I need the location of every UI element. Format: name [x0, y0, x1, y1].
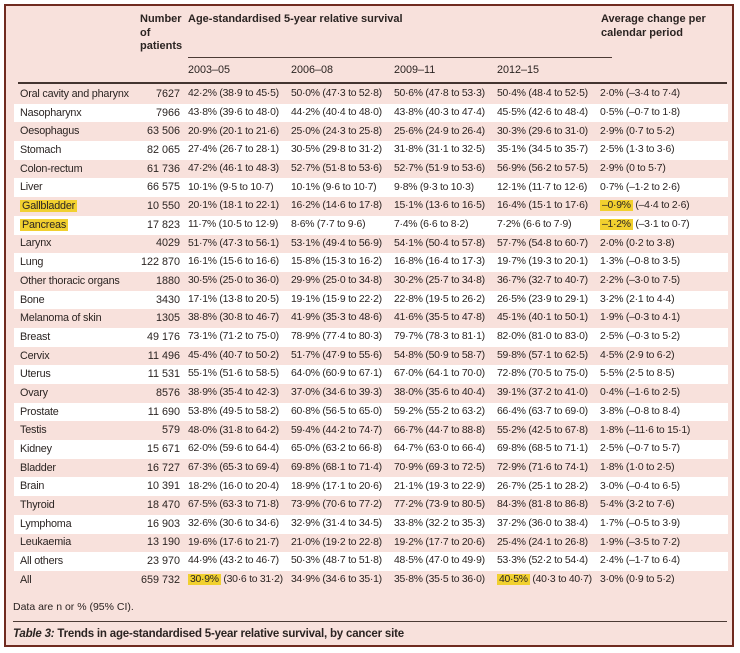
cell-survival-2006-08: 30·5% (29·8 to 31·2)	[291, 144, 382, 156]
cell-patients: 16 727	[146, 461, 180, 474]
cell-survival-2012-15: 69·8% (68·5 to 71·1)	[497, 443, 588, 455]
cell-avg-change: 1·8% (1·0 to 2·5)	[600, 461, 675, 473]
col-header-period-2003-05: 2003–05	[188, 64, 231, 76]
cell-survival-2009-11: 33·8% (32·2 to 35·3)	[394, 517, 485, 529]
cell-survival-2012-15: 55·2% (42·5 to 67·8)	[497, 424, 588, 436]
cell-patients: 15 671	[146, 443, 180, 455]
cell-survival-2012-15: 72·8% (70·5 to 75·0)	[497, 368, 588, 380]
cell-avg-change: 3·2% (2·1 to 4·4)	[600, 293, 675, 305]
cell-survival-2012-15: 26·5% (23·9 to 29·1)	[497, 293, 588, 305]
cell-survival-2006-08: 69·8% (68·1 to 71·4)	[291, 461, 382, 473]
cell-survival-2012-15: 82·0% (81·0 to 83·0)	[497, 331, 588, 343]
cell-survival-2006-08: 29·9% (25·0 to 34·8)	[291, 275, 382, 287]
col-header-period-2009-11: 2009–11	[394, 64, 436, 76]
cell-survival-2009-11: 35·8% (35·5 to 36·0)	[394, 574, 485, 586]
cell-survival-2009-11: 30·2% (25·7 to 34·8)	[394, 275, 485, 287]
cell-site: Brain	[20, 480, 45, 493]
caption-label: Table 3:	[13, 628, 55, 640]
cell-survival-2006-08: 65·0% (63·2 to 66·8)	[291, 443, 382, 455]
cell-survival-2003-05: 16·1% (15·6 to 16·6)	[188, 256, 279, 268]
cell-survival-2006-08: 21·0% (19·2 to 22·8)	[291, 536, 382, 548]
cell-avg-change: 1·7% (–0·5 to 3·9)	[600, 517, 680, 529]
table-row	[14, 440, 728, 459]
table-row	[14, 515, 728, 534]
cell-survival-2006-08: 41·9% (35·3 to 48·6)	[291, 312, 382, 324]
cell-site	[14, 216, 128, 235]
cell-patients: 7966	[155, 106, 180, 119]
cell-patients: 61 736	[146, 162, 180, 175]
cell-survival-2006-08: 15·8% (15·3 to 16·2)	[291, 256, 382, 268]
table-row	[14, 459, 728, 478]
cell-survival-2003-05: 18·2% (16·0 to 20·4)	[188, 480, 279, 492]
table-row	[14, 309, 728, 328]
cell-survival-2006-08: 53·1% (49·4 to 56·9)	[291, 237, 382, 249]
cell-survival-2012-15: 36·7% (32·7 to 40·7)	[497, 275, 588, 287]
col-header-period-2006-08: 2006–08	[291, 64, 334, 76]
col-header-period-2012-15: 2012–15	[497, 64, 540, 76]
cell-avg-change: 0·4% (–1·6 to 2·5)	[600, 387, 680, 399]
cell-survival-2009-11: 19·2% (17·7 to 20·6)	[394, 536, 485, 548]
cell-patients: 579	[161, 424, 180, 437]
cell-site: Thyroid	[20, 499, 55, 512]
cell-patients: 10 550	[146, 200, 180, 213]
cell-survival-2012-15: 50·4% (48·4 to 52·5)	[497, 88, 588, 100]
table-row	[14, 421, 728, 440]
cell-survival-2009-11: 50·6% (47·8 to 53·3)	[394, 88, 485, 100]
table-row	[14, 272, 728, 291]
cell-patients: 11 496	[147, 349, 180, 362]
cell-survival-2003-05: 45·4% (40·7 to 50·2)	[188, 349, 279, 361]
table-row	[14, 235, 728, 254]
cell-patients: 3430	[155, 293, 180, 306]
cell-survival-2006-08: 64·0% (60·9 to 67·1)	[291, 368, 382, 380]
cell-survival-2003-05: 47·2% (46·1 to 48·3)	[188, 162, 279, 174]
cell-survival-2009-11: 22·8% (19·5 to 26·2)	[394, 293, 485, 305]
cell-survival-2012-15: 56·9% (56·2 to 57·5)	[497, 162, 588, 174]
cell-patients: 1880	[155, 274, 180, 287]
cell-avg-change: 0·5% (–0·7 to 1·8)	[600, 106, 680, 118]
table-row	[14, 384, 728, 403]
table-row	[14, 477, 728, 496]
cell-avg-change: 0·7% (–1·2 to 2·6)	[600, 181, 680, 193]
table-row	[14, 365, 728, 384]
cell-survival-2006-08: 19·1% (15·9 to 22·2)	[291, 293, 382, 305]
cell-survival-2006-08: 34·9% (34·6 to 35·1)	[291, 574, 382, 586]
table-header	[6, 6, 732, 84]
cell-survival-2009-11: 52·7% (51·9 to 53·6)	[394, 162, 485, 174]
cell-avg-change: 1·8% (–11·6 to 15·1)	[600, 424, 691, 436]
cell-patients: 122 870	[140, 256, 180, 269]
cell-patients: 63 506	[146, 125, 180, 138]
cell-avg-change: 3·0% (0·9 to 5·2)	[600, 574, 675, 586]
cell-site: All others	[20, 555, 64, 568]
highlight-mark: Gallbladder	[22, 200, 76, 213]
cell-survival-2003-05: 38·8% (30·8 to 46·7)	[188, 312, 279, 324]
cell-site	[14, 197, 128, 216]
cell-survival-2012-15: 39·1% (37·2 to 41·0)	[497, 387, 588, 399]
cell-survival-2003-05: 67·5% (63·3 to 71·8)	[188, 499, 279, 511]
cell-site: Breast	[20, 330, 51, 343]
cell-avg-change: 2·0% (–3·4 to 7·4)	[600, 88, 680, 100]
cell-patients: 82 065	[146, 144, 180, 156]
cell-survival-2009-11: 41·6% (35·5 to 47·8)	[394, 312, 485, 324]
cell-survival-2006-08: 51·7% (47·9 to 55·6)	[291, 349, 382, 361]
col-header-avg-change: Average change per calendar period	[601, 13, 706, 39]
cell-survival-2003-05: 48·0% (31·8 to 64·2)	[188, 424, 279, 436]
cell-patients: 11 690	[147, 405, 180, 418]
cell-survival-2006-08: 59·4% (44·2 to 74·7)	[291, 424, 382, 436]
cell-survival-2012-15: 26·7% (25·1 to 28·2)	[497, 480, 588, 492]
cell-site: Oesophagus	[20, 125, 80, 138]
cell-patients: 4029	[155, 237, 180, 250]
cell-patients: 7627	[155, 87, 180, 100]
cell-survival-2009-11: 7·4% (6·6 to 8·2)	[394, 218, 469, 230]
cell-survival-2006-08: 16·2% (14·6 to 17·8)	[291, 200, 382, 212]
cell-survival-2012-15: 66·4% (63·7 to 69·0)	[497, 405, 588, 417]
table-row	[14, 216, 728, 235]
cell-avg-change: 5·5% (2·5 to 8·5)	[600, 368, 675, 380]
table-row	[14, 178, 728, 197]
cell-survival-2012-15: 16·4% (15·1 to 17·6)	[497, 200, 588, 212]
cell-survival-2012-15: 40·5% (40·3 to 40·7)	[499, 574, 592, 586]
cell-survival-2009-11: 25·6% (24·9 to 26·4)	[394, 125, 485, 137]
cell-avg-change: 2·2% (–3·0 to 7·5)	[600, 275, 680, 287]
cell-survival-2012-15: 35·1% (34·5 to 35·7)	[497, 144, 588, 156]
table-row	[14, 552, 728, 571]
cell-survival-2003-05: 10·1% (9·5 to 10·7)	[188, 181, 274, 193]
cell-avg-change: –1·2% (–3·1 to 0·7)	[602, 218, 690, 230]
cell-avg-change: 1·9% (–0·3 to 4·1)	[600, 312, 680, 324]
table-row	[14, 496, 728, 515]
highlight-mark: Pancreas	[22, 218, 67, 231]
cell-patients: 17 823	[146, 218, 180, 231]
cell-survival-2012-15: 7·2% (6·6 to 7·9)	[497, 218, 572, 230]
cell-survival-2003-05: 51·7% (47·3 to 56·1)	[188, 237, 279, 249]
highlight-mark: –1·2%	[602, 218, 631, 230]
cell-survival-2009-11: 15·1% (13·6 to 16·5)	[394, 200, 485, 212]
caption-divider	[13, 621, 727, 622]
table-row	[14, 571, 728, 590]
highlight-mark: –0·9%	[602, 200, 631, 212]
cell-survival-2003-05: 19·6% (17·6 to 21·7)	[188, 536, 279, 548]
table-row	[14, 160, 728, 179]
highlight-mark: 40·5%	[499, 574, 528, 586]
cell-survival-2012-15: 57·7% (54·8 to 60·7)	[497, 237, 588, 249]
cell-survival-2009-11: 21·1% (19·3 to 22·9)	[394, 480, 485, 492]
cell-survival-2006-08: 18·9% (17·1 to 20·6)	[291, 480, 382, 492]
cell-survival-2003-05: 17·1% (13·8 to 20·5)	[188, 293, 279, 305]
cell-survival-2009-11: 31·8% (31·1 to 32·5)	[394, 144, 485, 156]
cell-survival-2003-05: 43·8% (39·6 to 48·0)	[188, 106, 279, 118]
cell-avg-change: 4·5% (2·9 to 6·2)	[600, 349, 675, 361]
cell-survival-2012-15: 37·2% (36·0 to 38·4)	[497, 517, 588, 529]
cell-site: Stomach	[20, 144, 62, 156]
survival-group-underline	[188, 57, 612, 58]
table-caption	[13, 628, 404, 640]
header-separator-line	[18, 82, 727, 84]
cell-site: Ovary	[20, 386, 48, 399]
cell-patients: 8576	[155, 386, 180, 399]
cell-avg-change: 2·9% (0 to 5·7)	[600, 162, 666, 174]
cell-avg-change: 2·0% (0·2 to 3·8)	[600, 237, 675, 249]
cell-survival-2006-08: 25·0% (24·3 to 25·8)	[291, 125, 382, 137]
cell-survival-2012-15: 12·1% (11·7 to 12·6)	[497, 181, 588, 193]
cell-survival-2006-08: 44·2% (40·4 to 48·0)	[291, 106, 382, 118]
cell-patients: 1305	[155, 312, 180, 325]
cell-survival-2012-15: 72·9% (71·6 to 74·1)	[497, 461, 588, 473]
cell-survival-2003-05: 38·9% (35·4 to 42·3)	[188, 387, 279, 399]
cell-survival-2009-11: 77·2% (73·9 to 80·5)	[394, 499, 485, 511]
cell-survival-2012-15: 45·1% (40·1 to 50·1)	[497, 312, 588, 324]
cell-survival-2003-05: 30·5% (25·0 to 36·0)	[188, 275, 279, 287]
cell-site: Melanoma of skin	[20, 312, 102, 325]
highlight-mark: 30·9%	[190, 574, 219, 586]
cell-survival-2006-08: 10·1% (9·6 to 10·7)	[291, 181, 377, 193]
cell-survival-2009-11: 70·9% (69·3 to 72·5)	[394, 461, 485, 473]
cell-avg-change: 3·8% (–0·8 to 8·4)	[600, 405, 680, 417]
cell-survival-2009-11: 38·0% (35·6 to 40·4)	[394, 387, 485, 399]
cell-survival-2009-11: 79·7% (78·3 to 81·1)	[394, 331, 485, 343]
cell-survival-2003-05: 20·1% (18·1 to 22·1)	[188, 200, 279, 212]
cell-survival-2012-15: 30·3% (29·6 to 31·0)	[497, 125, 588, 137]
cell-survival-2009-11: 9·8% (9·3 to 10·3)	[394, 181, 474, 193]
table-row	[14, 253, 728, 272]
cell-survival-2006-08: 52·7% (51·8 to 53·6)	[291, 162, 382, 174]
cell-site: Leukaemia	[20, 536, 72, 549]
cell-survival-2006-08: 8·6% (7·7 to 9·6)	[291, 218, 366, 230]
cell-patients: 66 575	[146, 181, 180, 194]
cell-survival-2003-05: 42·2% (38·9 to 45·5)	[188, 88, 279, 100]
cell-survival-2003-05: 32·6% (30·6 to 34·6)	[188, 517, 279, 529]
cell-survival-2009-11: 16·8% (16·4 to 17·3)	[394, 256, 485, 268]
cell-survival-2009-11: 48·5% (47·0 to 49·9)	[394, 555, 485, 567]
cell-avg-change: 2·5% (1·3 to 3·6)	[600, 144, 675, 156]
cell-survival-2006-08: 73·9% (70·6 to 77·2)	[291, 499, 382, 511]
cell-site: Uterus	[20, 368, 51, 381]
cell-survival-2003-05: 73·1% (71·2 to 75·0)	[188, 331, 279, 343]
cell-site: All	[20, 573, 32, 586]
cell-survival-2012-15: 45·5% (42·6 to 48·4)	[497, 106, 588, 118]
cell-survival-2009-11: 54·1% (50·4 to 57·8)	[394, 237, 485, 249]
cell-survival-2009-11: 59·2% (55·2 to 63·2)	[394, 405, 485, 417]
table-row	[14, 122, 728, 141]
cell-survival-2009-11: 54·8% (50·9 to 58·7)	[394, 349, 485, 361]
cell-survival-2003-05: 11·7% (10·5 to 12·9)	[188, 218, 279, 230]
cell-patients: 10 391	[146, 480, 180, 493]
cell-avg-change: 1·3% (–0·8 to 3·5)	[600, 256, 680, 268]
cell-patients: 23 970	[146, 555, 180, 568]
cell-survival-2003-05: 27·4% (26·7 to 28·1)	[188, 144, 279, 156]
cell-patients: 16 903	[146, 517, 180, 530]
cell-survival-2003-05: 55·1% (51·6 to 58·5)	[188, 368, 279, 380]
cell-survival-2006-08: 37·0% (34·6 to 39·3)	[291, 387, 382, 399]
cell-site: Nasopharynx	[20, 106, 82, 119]
cell-patients: 18 470	[146, 499, 180, 512]
cell-site: Larynx	[20, 237, 52, 250]
cell-survival-2009-11: 66·7% (44·7 to 88·8)	[394, 424, 485, 436]
cell-survival-2006-08: 78·9% (77·4 to 80·3)	[291, 331, 382, 343]
table-row	[14, 85, 728, 104]
col-header-survival-group: Age-standardised 5-year relative survival	[188, 13, 403, 25]
cell-site: Colon-rectum	[20, 162, 83, 175]
col-header-patients: Number of patients	[140, 13, 183, 52]
cell-survival-2006-08: 60·8% (56·5 to 65·0)	[291, 405, 382, 417]
cell-survival-2006-08: 50·0% (47·3 to 52·8)	[291, 88, 382, 100]
table-row	[14, 347, 728, 366]
cell-survival-2003-05: 62·0% (59·6 to 64·4)	[188, 443, 279, 455]
cell-survival-2009-11: 43·8% (40·3 to 47·4)	[394, 106, 485, 118]
cell-avg-change: 2·9% (0·7 to 5·2)	[600, 125, 675, 137]
cell-survival-2012-15: 19·7% (19·3 to 20·1)	[497, 256, 588, 268]
cell-avg-change: 3·0% (–0·4 to 6·5)	[600, 480, 680, 492]
cell-survival-2003-05: 44·9% (43·2 to 46·7)	[188, 555, 279, 567]
cell-site: Liver	[20, 181, 43, 194]
cell-site: Testis	[20, 424, 47, 437]
table-frame	[4, 4, 734, 647]
caption-text: Trends in age-standardised 5-year relative survival, by cancer site	[54, 628, 404, 640]
cell-patients: 13 190	[146, 536, 180, 549]
table-body	[14, 85, 728, 590]
cell-avg-change: 5·4% (3·2 to 7·6)	[600, 499, 675, 511]
cell-avg-change: 2·5% (–0·3 to 5·2)	[600, 331, 680, 343]
cell-avg-change: 2·4% (–1·7 to 6·4)	[600, 555, 680, 567]
table-row	[14, 328, 728, 347]
cell-avg-change: 1·9% (–3·5 to 7·2)	[600, 536, 680, 548]
table-row	[14, 291, 728, 310]
cell-site: Bladder	[20, 461, 56, 474]
cell-patients: 49 176	[146, 330, 180, 343]
cell-survival-2006-08: 32·9% (31·4 to 34·5)	[291, 517, 382, 529]
cell-survival-2009-11: 64·7% (63·0 to 66·4)	[394, 443, 485, 455]
cell-site: Lymphoma	[20, 517, 72, 530]
cell-survival-2003-05: 20·9% (20·1 to 21·6)	[188, 125, 279, 137]
cell-site: Oral cavity and pharynx	[20, 87, 129, 100]
cell-patients: 11 531	[147, 368, 180, 381]
table-row	[14, 534, 728, 553]
cell-site: Prostate	[20, 405, 59, 418]
cell-site: Cervix	[20, 349, 50, 362]
cell-site: Other thoracic organs	[20, 274, 120, 287]
table-row	[14, 403, 728, 422]
cell-site: Bone	[20, 293, 45, 306]
cell-survival-2012-15: 25·4% (24·1 to 26·8)	[497, 536, 588, 548]
cell-survival-2009-11: 67·0% (64·1 to 70·0)	[394, 368, 485, 380]
cell-patients: 659 732	[140, 573, 180, 586]
cell-survival-2012-15: 59·8% (57·1 to 62·5)	[497, 349, 588, 361]
survival-table	[14, 85, 728, 590]
cell-survival-2006-08: 50·3% (48·7 to 51·8)	[291, 555, 382, 567]
cell-survival-2003-05: 30·9% (30·6 to 31·2)	[190, 574, 283, 586]
cell-avg-change: 2·5% (–0·7 to 5·7)	[600, 443, 680, 455]
cell-survival-2003-05: 67·3% (65·3 to 69·4)	[188, 461, 279, 473]
cell-survival-2012-15: 84·3% (81·8 to 86·8)	[497, 499, 588, 511]
cell-survival-2012-15: 53·3% (52·2 to 54·4)	[497, 555, 588, 567]
cell-site: Lung	[20, 256, 44, 269]
table-row	[14, 141, 728, 160]
table-row	[14, 197, 728, 216]
cell-avg-change: –0·9% (–4·4 to 2·6)	[602, 200, 690, 212]
table-footnote: Data are n or % (95% CI).	[13, 601, 134, 613]
cell-site: Kidney	[20, 443, 52, 455]
cell-survival-2003-05: 53·8% (49·5 to 58·2)	[188, 405, 279, 417]
table-row	[14, 104, 728, 123]
